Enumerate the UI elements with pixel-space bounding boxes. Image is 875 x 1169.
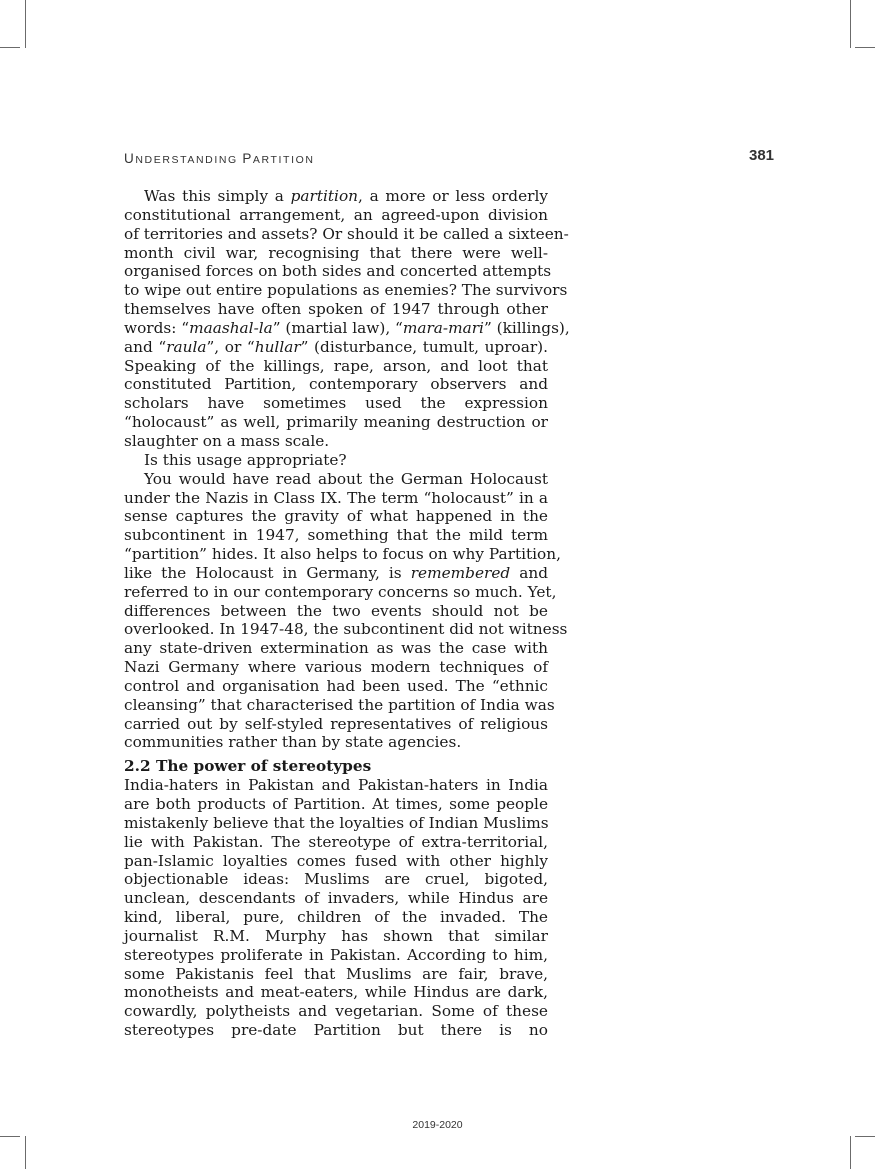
text-line bbox=[124, 965, 548, 984]
text-span: stereotypes proliferate in Pakistan. According to him, bbox=[124, 945, 548, 964]
text-line bbox=[124, 394, 548, 413]
crop-mark bbox=[855, 47, 875, 48]
text-line bbox=[124, 795, 548, 814]
text-line bbox=[124, 507, 548, 526]
text-span: subcontinent in 1947, something that the mild term bbox=[124, 526, 548, 545]
text-span: some Pakistanis feel that Muslims are fair, brave, bbox=[124, 964, 548, 983]
text-span: pan-Islamic loyalties comes fused with other highly bbox=[124, 851, 548, 870]
paragraph bbox=[124, 187, 570, 451]
text-span: themselves have often spoken of 1947 through other bbox=[124, 300, 548, 319]
text-span: and bbox=[510, 563, 548, 582]
crop-mark bbox=[0, 1136, 20, 1137]
text-span: Speaking of the killings, rape, arson, and loot that bbox=[124, 356, 548, 375]
crop-mark bbox=[850, 1136, 851, 1169]
text-line bbox=[124, 281, 568, 300]
text-span: words: “ bbox=[124, 318, 190, 337]
text-span: any state-driven extermination as was the case with bbox=[124, 639, 548, 658]
header-initial-u: U bbox=[124, 151, 136, 166]
text-line bbox=[124, 526, 548, 545]
text-line bbox=[124, 432, 548, 451]
text-line bbox=[124, 489, 548, 508]
text-line bbox=[124, 889, 548, 908]
text-span: under the Nazis in Class IX. The term “holocaust” in a bbox=[124, 488, 548, 507]
text-line bbox=[124, 470, 548, 489]
text-line bbox=[124, 870, 548, 889]
page-number: 381 bbox=[749, 147, 775, 164]
text-line bbox=[124, 413, 548, 432]
crop-mark bbox=[0, 47, 20, 48]
paragraph bbox=[124, 776, 548, 1040]
text-line bbox=[124, 927, 548, 946]
text-span: Nazi Germany where various modern techniques of bbox=[124, 658, 548, 677]
text-span: organised forces on both sides and concerted attempts bbox=[124, 262, 552, 281]
text-line bbox=[124, 908, 548, 927]
text-line bbox=[124, 357, 548, 376]
text-span: ” (killings), bbox=[483, 318, 570, 337]
text-span: kind, liberal, pure, children of the invaded. The bbox=[124, 908, 548, 927]
text-line bbox=[124, 695, 555, 715]
text-line bbox=[124, 715, 548, 734]
italic-term: hullar bbox=[254, 337, 301, 356]
text-line bbox=[124, 946, 548, 965]
text-span: month civil war, recognising that there were well- bbox=[124, 243, 548, 262]
text-line bbox=[124, 224, 569, 244]
text-span: mistakenly believe that the loyalties of Indian Muslims bbox=[124, 813, 549, 832]
text-span: sense captures the gravity of what happened in the bbox=[124, 507, 548, 526]
text-span: communities rather than by state agencies. bbox=[124, 733, 462, 752]
text-line bbox=[124, 983, 548, 1002]
footer-year: 2019-2020 bbox=[412, 1119, 463, 1131]
text-line bbox=[124, 564, 548, 583]
text-line bbox=[124, 1002, 548, 1021]
text-line bbox=[124, 602, 548, 621]
text-line bbox=[124, 776, 548, 795]
text-span: slaughter on a mass scale. bbox=[124, 431, 330, 450]
text-line bbox=[124, 677, 548, 696]
text-span: Was this simply a bbox=[144, 187, 291, 205]
text-span: cowardly, polytheists and vegetarian. Some of these bbox=[124, 1002, 548, 1021]
running-header-title bbox=[124, 151, 315, 166]
text-line bbox=[124, 300, 548, 319]
text-line bbox=[124, 620, 568, 639]
text-span: referred to in our contemporary concerns so much. Yet, bbox=[124, 582, 557, 601]
text-line bbox=[124, 658, 548, 677]
paragraph bbox=[124, 451, 548, 470]
paragraph bbox=[124, 469, 568, 753]
body-text bbox=[124, 187, 570, 1040]
text-span: lie with Pakistan. The stereotype of extra-territorial, bbox=[124, 832, 548, 851]
italic-term: maashal-la bbox=[189, 318, 273, 337]
text-line bbox=[124, 375, 548, 394]
text-span: carried out by self-styled representatives of religious bbox=[124, 714, 548, 733]
text-span: like the Holocaust in Germany, is bbox=[124, 563, 411, 582]
text-span: You would have read about the German Holocaust bbox=[144, 469, 548, 488]
crop-mark bbox=[25, 1136, 26, 1169]
text-span: journalist R.M. Murphy has shown that similar bbox=[124, 926, 548, 945]
text-span: ” (martial law), “ bbox=[272, 318, 403, 337]
text-span: and “ bbox=[124, 337, 167, 356]
text-span: control and organisation had been used. The “ethnic bbox=[124, 676, 548, 695]
text-line bbox=[124, 814, 548, 833]
text-span: ” (disturbance, tumult, uproar). bbox=[300, 337, 549, 356]
text-line bbox=[124, 833, 548, 852]
text-span: are both products of Partition. At times, some people bbox=[124, 795, 548, 813]
crop-mark bbox=[25, 0, 26, 48]
text-span: “holocaust” as well, primarily meaning destruction or bbox=[124, 413, 548, 432]
text-span: scholars have sometimes used the expression bbox=[124, 394, 548, 413]
text-line bbox=[124, 733, 548, 752]
text-span: stereotypes pre-date Partition but there is no bbox=[124, 1021, 548, 1040]
text-span: “partition” hides. It also helps to focus on why Partition, bbox=[124, 545, 561, 564]
text-line bbox=[124, 451, 548, 470]
text-line bbox=[124, 244, 548, 263]
text-span: differences between the two events should not be bbox=[124, 601, 548, 620]
text-line bbox=[124, 206, 548, 225]
text-line bbox=[124, 639, 548, 658]
text-span: of territories and assets? Or should it be called a sixteen- bbox=[124, 224, 569, 243]
text-span: , a more or less orderly bbox=[358, 187, 548, 205]
crop-mark bbox=[855, 1136, 875, 1137]
text-span: constituted Partition, contemporary observers and bbox=[124, 375, 548, 394]
italic-term: remembered bbox=[410, 563, 511, 582]
text-span: to wipe out entire populations as enemies? The survivors bbox=[124, 281, 568, 300]
text-line bbox=[124, 582, 557, 602]
section-heading: 2.2 The power of stereotypes bbox=[124, 757, 372, 776]
text-span: cleansing” that characterised the partition of India was bbox=[124, 695, 555, 714]
text-span: overlooked. In 1947-48, the subcontinent did not witness bbox=[124, 620, 568, 639]
text-span: India-haters in Pakistan and Pakistan-haters in India bbox=[124, 776, 548, 795]
text-line bbox=[124, 1021, 548, 1040]
italic-term: partition bbox=[290, 187, 359, 205]
header-smallcaps-understanding: NDERSTANDING bbox=[135, 154, 243, 166]
text-line bbox=[124, 262, 552, 281]
text-line bbox=[124, 545, 561, 564]
text-span: objectionable ideas: Muslims are cruel, bigoted, bbox=[124, 870, 548, 889]
header-smallcaps-partition: ARTITION bbox=[252, 154, 315, 166]
italic-term: raula bbox=[166, 337, 207, 356]
crop-mark bbox=[850, 0, 851, 48]
italic-term: mara-mari bbox=[402, 318, 484, 337]
text-line bbox=[124, 318, 570, 338]
text-span: Is this usage appropriate? bbox=[144, 450, 347, 469]
text-span: ”, or “ bbox=[206, 337, 255, 356]
header-initial-p: P bbox=[242, 151, 253, 166]
text-span: monotheists and meat-eaters, while Hindus are dark, bbox=[124, 983, 548, 1002]
text-span: unclean, descendants of invaders, while Hindus are bbox=[124, 889, 548, 908]
text-line bbox=[124, 852, 548, 871]
text-line bbox=[124, 187, 548, 206]
text-span: constitutional arrangement, an agreed-upon division bbox=[124, 205, 548, 224]
text-line bbox=[124, 338, 548, 357]
